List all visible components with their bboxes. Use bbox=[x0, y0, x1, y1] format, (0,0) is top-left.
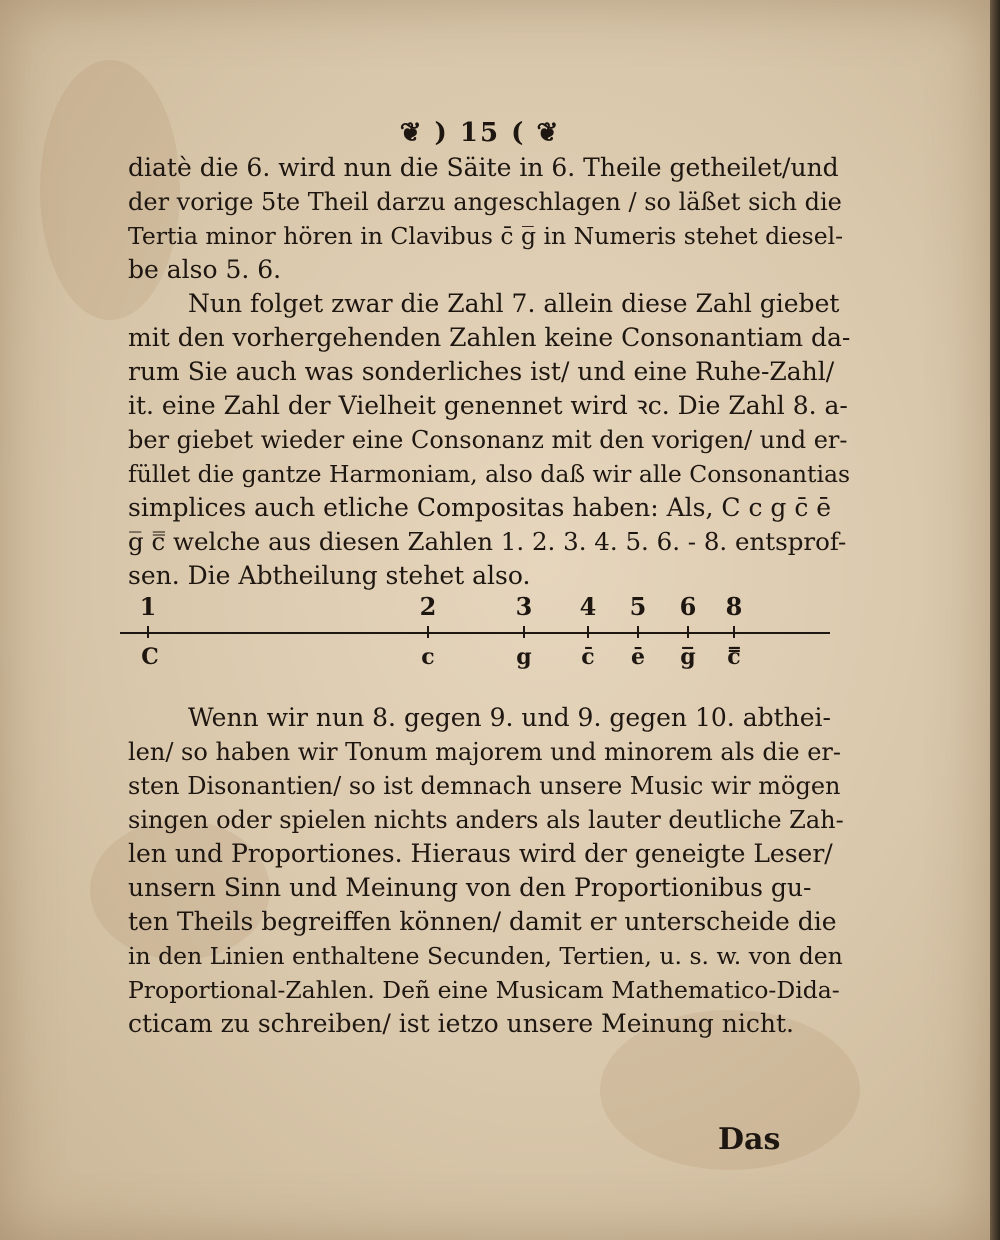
text-line: in den Linien enthaltene Secunden, Tertien, u. s. w. von den bbox=[128, 942, 843, 970]
text-line: der vorige 5te Theil darzu angeschlagen / so läßet sich die bbox=[128, 188, 842, 216]
division-line bbox=[120, 632, 830, 634]
division-tick bbox=[587, 626, 589, 638]
division-note: g̅ bbox=[680, 644, 696, 670]
text-line: füllet die gantze Harmoniam, also daß wir alle Consonantias bbox=[128, 460, 851, 488]
division-number: 5 bbox=[629, 592, 647, 621]
text-line: Nun folget zwar die Zahl 7. allein diese Zahl giebet bbox=[188, 289, 840, 318]
text-line: sten Disonantien/ so ist demnach unsere Music wir mögen bbox=[128, 772, 841, 800]
text-line: g̅ c̿ welche aus diesen Zahlen 1. 2. 3. 4. 5. 6. - 8. entsprof- bbox=[128, 527, 847, 556]
text-line: ten Theils begreiffen können/ damit er unterscheide die bbox=[128, 907, 837, 936]
text-line: len/ so haben wir Tonum majorem und minorem als die er- bbox=[128, 738, 841, 766]
division-number: 1 bbox=[139, 592, 157, 621]
text-line: it. eine Zahl der Vielheit genennet wird ꝛc. Die Zahl 8. a- bbox=[128, 391, 848, 420]
text-line: Wenn wir nun 8. gegen 9. und 9. gegen 10. abthei- bbox=[188, 703, 831, 732]
text-line: unsern Sinn und Meinung von den Proportionibus gu- bbox=[128, 873, 812, 902]
division-number: 2 bbox=[419, 592, 437, 621]
division-number: 8 bbox=[725, 592, 743, 621]
book-edge bbox=[990, 0, 1000, 1240]
text-line: singen oder spielen nichts anders als lauter deutliche Zah- bbox=[128, 806, 844, 834]
text-line: be also 5. 6. bbox=[128, 255, 282, 284]
division-tick bbox=[427, 626, 429, 638]
page-header: ❦ ) 15 ( ❦ bbox=[399, 118, 561, 148]
division-note: c̄ bbox=[581, 644, 595, 670]
division-note: C bbox=[141, 644, 159, 670]
division-note: c̿ bbox=[727, 644, 741, 670]
division-diagram bbox=[120, 590, 840, 680]
text-line: cticam zu schreiben/ ist ietzo unsere Meinung nicht. bbox=[128, 1009, 794, 1038]
division-tick bbox=[687, 626, 689, 638]
division-note: g bbox=[516, 644, 532, 670]
division-tick bbox=[733, 626, 735, 638]
text-line: mit den vorhergehenden Zahlen keine Consonantiam da- bbox=[128, 323, 851, 352]
catchword: Das bbox=[718, 1122, 781, 1157]
division-note: ē bbox=[631, 644, 645, 670]
text-line: rum Sie auch was sonderliches ist/ und eine Ruhe-Zahl/ bbox=[128, 357, 835, 386]
text-line: ber giebet wieder eine Consonanz mit den vorigen/ und er- bbox=[128, 426, 848, 454]
text-line: Proportional-Zahlen. Deñ eine Musicam Mathematico-Dida- bbox=[128, 976, 840, 1004]
text-line: diatè die 6. wird nun die Säite in 6. Theile getheilet/und bbox=[128, 153, 839, 182]
division-tick bbox=[637, 626, 639, 638]
text-line: sen. Die Abtheilung stehet also. bbox=[128, 561, 531, 590]
text-line: len und Proportiones. Hieraus wird der geneigte Leser/ bbox=[128, 839, 833, 868]
division-tick bbox=[147, 626, 149, 638]
division-note: c bbox=[421, 644, 435, 670]
division-number: 3 bbox=[515, 592, 533, 621]
division-number: 4 bbox=[579, 592, 597, 621]
division-number: 6 bbox=[679, 592, 697, 621]
text-line: Tertia minor hören in Clavibus c̄ g̅ in Numeris stehet diesel- bbox=[128, 222, 844, 250]
text-line: simplices auch etliche Compositas haben: Als, C c g c̄ ē bbox=[128, 493, 832, 522]
division-tick bbox=[523, 626, 525, 638]
